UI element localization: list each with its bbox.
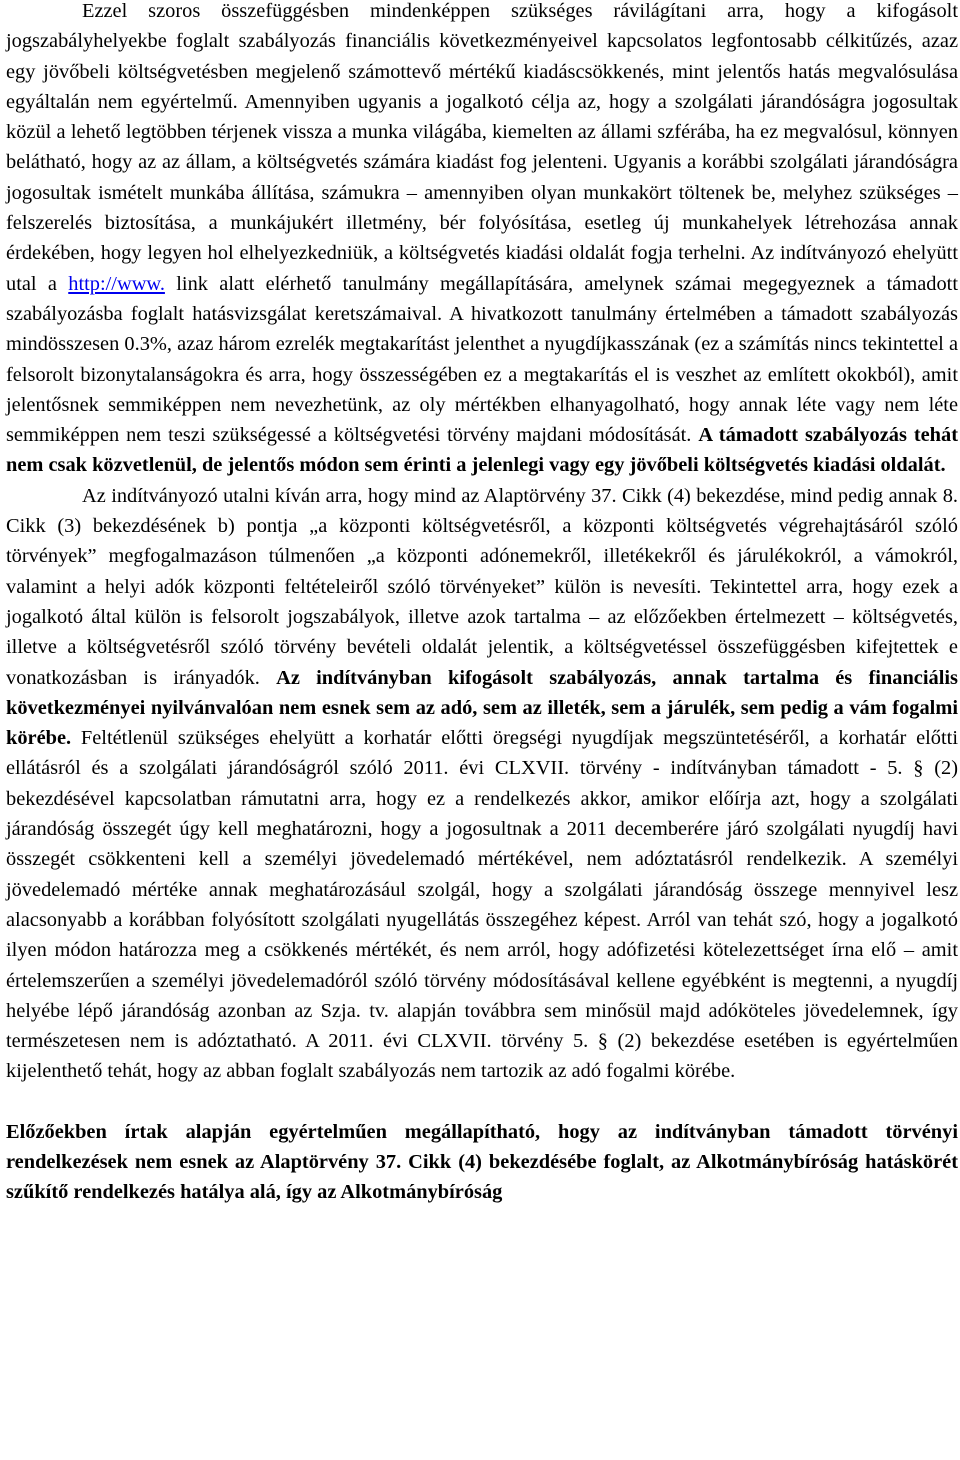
paragraph-final-conclusion bbox=[6, 1117, 958, 1208]
paragraph-budget-impact bbox=[6, 0, 958, 481]
paragraph-1-bold-conclusion: A támadott szabályozás tehát nem csak közvetlenül, de jelentős módon sem érinti a jelenlegi vagy egy jövőbeli költségvetés kiadási oldalát. bbox=[6, 424, 958, 477]
document-page bbox=[6, 0, 958, 1208]
paragraph-1-text-a: Ezzel szoros összefüggésben mindenképpen szükséges rávilágítani arra, hogy a kifogásolt jogszabályhelyekbe foglalt szabályozás financiális következményeivel kapcsolatos legfontosabb célkitűzés, azaz egy jövőbeli költségvetésben megjelenő számottevő mértékű kiadáscsökkenés, mint jelentős hatás megvalósulása egyáltalán nem egyértelmű. Amennyiben ugyanis a jogalkotó célja az, hogy a szolgálati járandóságra jogosultak közül a lehető legtöbben térjenek vissza a munka világába, kiemelten az állami szférába, ha ez megvalósul, könnyen belátható, hogy az az állam, a költségvetés számára kiadást fog jelenteni. Ugyanis a korábbi szolgálati járandóságra jogosultak ismételt munkába állítása, számukra – amennyiben olyan munkakört töltenek be, melyhez szükséges – felszerelés biztosítása, a munkájukért illetmény, bér folyósítása, esetleg új munkahelyek létrehozása annak érdekében, hogy legyen hol elhelyezkedniük, a költségvetés kiadási oldalát fogja terhelni. Az indítványozó ehelyütt utal a bbox=[6, 0, 958, 295]
paragraph-2-bold-statement: Az indítványban kifogásolt szabályozás, annak tartalma és financiális következményei nyilvánvalóan nem esnek sem az adó, sem az illeték, sem a járulék, sem pedig a vám fogalmi körébe. bbox=[6, 666, 958, 750]
paragraph-1-text-b: link alatt elérhető tanulmány megállapítására, amelynek számai megegyeznek a támadott szabályozásba foglalt hatásvizsgálat keretszámaival. A hivatkozott tanulmány értelmében a támadott szabályozás mindösszesen 0.3%, azaz három ezrelék megtakarítást jelenthet a nyugdíjkasszának (ez a számítás nincs tekintettel a felsorolt bizonytalanságokra és arra, hogy összességében ez a megtakarítás el is veszhet az említett okokból), amit jelentősnek semmiképpen nem nevezhetünk, az oly mértékben elhanyagolható, hogy annak léte vagy nem léte semmiképpen nem teszi szükségessé a költségvetési törvény majdani módosítását. bbox=[6, 272, 958, 447]
paragraph-2-text-a: Az indítványozó utalni kíván arra, hogy mind az Alaptörvény 37. Cikk (4) bekezdése, mind pedig annak 8. Cikk (3) bekezdésének b) pontja „a központi költségvetésről, a központi költségvetés végrehajtásáról szóló törvények” megfogalmazáson túlmenően „a központi adónemekről, illetékekről és járulékokról, a vámokról, valamint a helyi adók központi feltételeiről szóló törvényeket” külön is nevesíti. Tekintettel arra, hogy ezek a jogalkotó által külön is felsorolt jogszabályok, illetve azok tartalma – az előzőekben értelmezett – költségvetés, illetve a költségvetésről szóló törvény bevételi oldalát jelentik, a költségvetéssel összefüggésben kifejtettek e vonatkozásban is irányadók. bbox=[6, 484, 958, 689]
paragraph-2-text-b: Feltétlenül szükséges ehelyütt a korhatár előtti öregségi nyugdíjak megszüntetéséről, a korhatár előtti ellátásról és a szolgálati járandóságról szóló 2011. évi CLXVII. törvény - indítványban támadott - 5. § (2) bekezdésével kapcsolatban rámutatni arra, hogy ez a rendelkezés akkor, amikor előírja azt, hogy a szolgálati járandóság összegét úgy kell meghatározni, hogy a jogosultnak a 2011 decemberére járó szolgálati nyugdíj havi összegét csökkenteni kell a személyi jövedelemadó mértékével, nem adóztatásról rendelkezik. A személyi jövedelemadó mértéke annak meghatározásául szolgál, hogy a szolgálati járandóság összege mennyivel lesz alacsonyabb a korábban folyósított szolgálati nyugellátás összegéhez képest. Arról van tehát szó, hogy a jogalkotó ilyen módon határozza meg a csökkenés mértékét, és nem arról, hogy adófizetési kötelezettséget írna elő – amit értelemszerűen a személyi jövedelemadóról szóló törvény módosításával kellene egyébként is megtenni, a nyugdíj helyébe lépő járandóság azonban az Szja. tv. alapján továbbra sem minősül majd adóköteles jövedelemnek, így természetesen nem is adóztatható. A 2011. évi CLXVII. törvény 5. § (2) bekezdése esetében is egyértelműen kijelenthető tehát, hogy az abban foglalt szabályozás nem tartozik az adó fogalmi körébe. bbox=[6, 727, 958, 1083]
study-link[interactable]: http://www. bbox=[68, 272, 165, 295]
paragraph-3-bold-conclusion: Előzőekben írtak alapján egyértelműen megállapítható, hogy az indítványban támadott törvényi rendelkezések nem esnek az Alaptörvény 37. Cikk (4) bekezdésébe foglalt, az Alkotmánybíróság hatáskörét szűkítő rendelkezés hatálya alá, így az Alkotmánybíróság bbox=[6, 1120, 958, 1204]
paragraph-fundamental-law-reference bbox=[6, 481, 958, 1087]
